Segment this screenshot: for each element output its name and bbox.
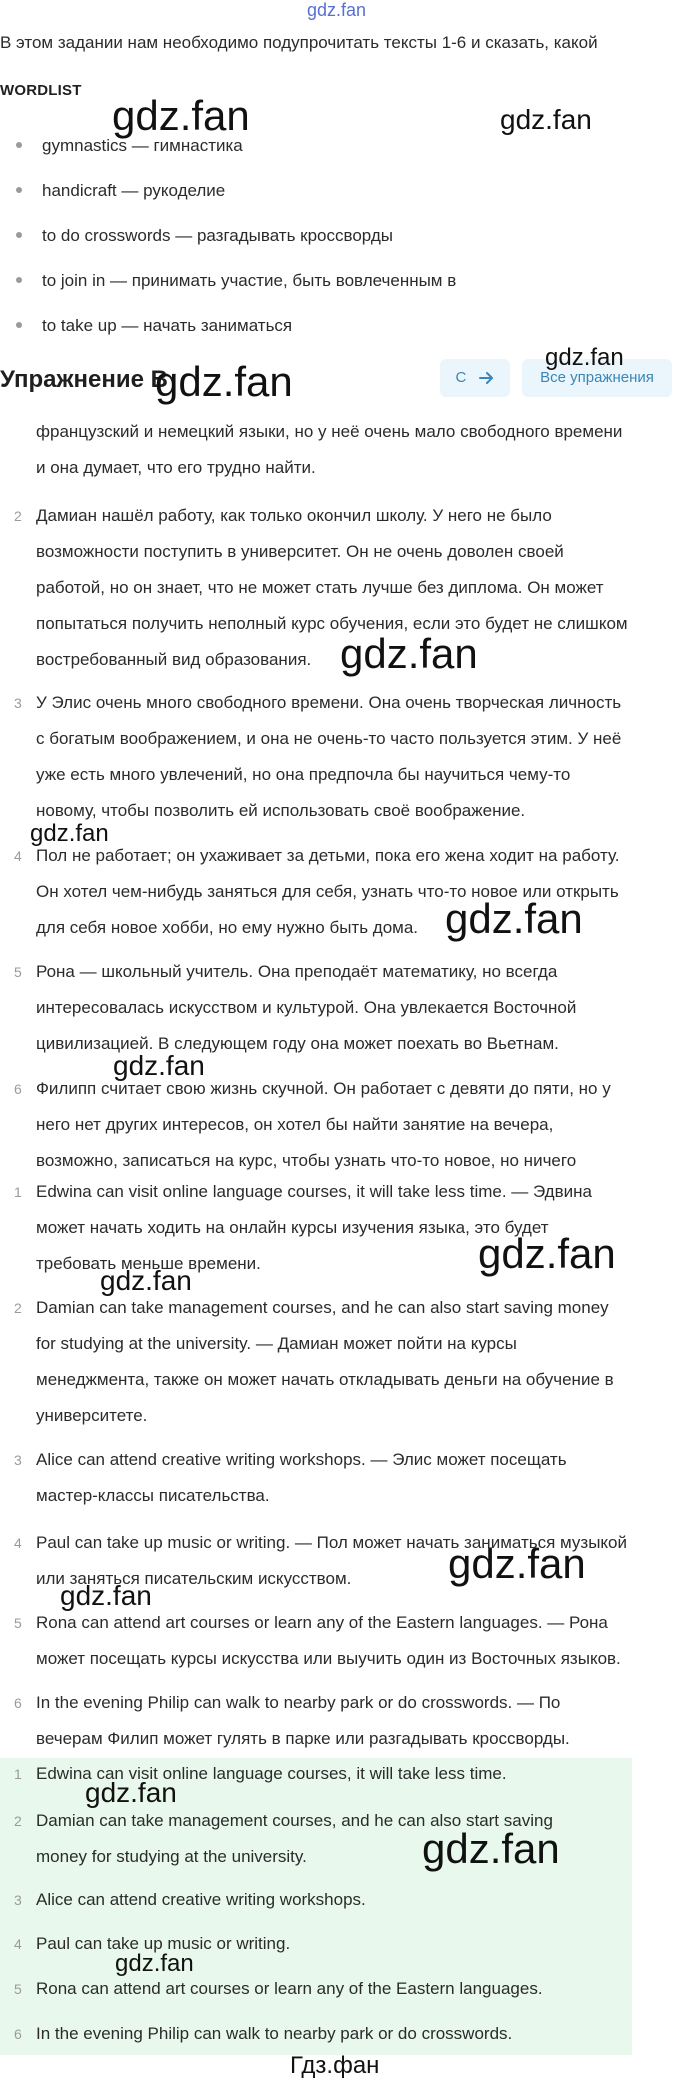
arrow-right-icon [479, 371, 495, 385]
text-line: Пол не работает; он ухаживает за детьми, пока его жена ходит на работу. [36, 846, 620, 865]
bullet-icon [16, 277, 22, 283]
watermark: gdz.fan [422, 1825, 560, 1872]
all-exercises-button[interactable]: Все упражнения [522, 359, 672, 397]
text-line: требовать меньше времени. [36, 1254, 261, 1273]
item-number: 6 [14, 1695, 22, 1711]
top-watermark: gdz.fan [307, 0, 367, 20]
text-line: Alice can attend creative writing workshops. — Элис может посещать [36, 1450, 567, 1469]
text-line: с богатым воображением, и она не очень-то часто пользуется этим. У неё [36, 729, 622, 748]
item-number: 3 [14, 1892, 22, 1908]
text-line: money for studying at the university. [36, 1847, 307, 1866]
wordlist-item: gymnastics — гимнастика [0, 135, 243, 157]
item-number: 2 [14, 1300, 22, 1316]
item-number: 6 [14, 2026, 22, 2042]
text-line: уже есть много увлечений, но она предпочла бы научиться чему-то [36, 765, 571, 784]
translation-item [0, 954, 680, 1062]
text-line: возможности поступить в университет. Он не очень доволен своей [36, 542, 564, 561]
text-line: Рона — школьный учитель. Она преподаёт математику, но всегда [36, 962, 558, 981]
watermark: gdz.fan [500, 104, 592, 135]
text-line: Филипп считает свою жизнь скучной. Он работает с девяти до пяти, но у [36, 1079, 611, 1098]
text-line: Alice can attend creative writing workshops. [36, 1890, 366, 1909]
text-line: for studying at the university. — Дамиан может пойти на курсы [36, 1334, 517, 1353]
watermark: gdz.fan [60, 1580, 152, 1611]
item-number: 4 [14, 1936, 22, 1952]
intro-text: В этом задании нам необходимо подупрочитать тексты 1-6 и сказать, какой [0, 33, 598, 52]
watermark: gdz.fan [340, 630, 478, 677]
text-line: французский и немецкий языки, но у неё очень мало свободного времени [36, 422, 623, 441]
text-line: Rona can attend art courses or learn any of the Eastern languages. — Рона [36, 1613, 608, 1632]
watermark: gdz.fan [85, 1777, 177, 1808]
summary-item [0, 1926, 632, 1962]
text-line: вечерам Филип может гулять в парке или разгадывать кроссворды. [36, 1729, 570, 1748]
exercise-title: Упражнение B [0, 366, 168, 393]
text-line: Damian can take management courses, and he can also start saving money [36, 1298, 609, 1317]
text-line: попытаться получить неполный курс обучения, если это будет не слишком [36, 614, 628, 633]
item-number: 5 [14, 1981, 22, 1997]
text-line: для себя новое хобби, но ему нужно быть дома. [36, 918, 419, 937]
summary-item [0, 2016, 632, 2052]
wordlist-item: to do crosswords — разгадывать кроссворды [0, 225, 393, 247]
text-line: Rona can attend art courses or learn any of the Eastern languages. [36, 1979, 543, 1998]
text-line: университете. [36, 1406, 148, 1425]
watermark: gdz.fan [448, 1540, 586, 1587]
translation-item [0, 685, 680, 829]
text-line: мастер-классы писательства. [36, 1486, 270, 1505]
bullet-icon [16, 142, 22, 148]
item-number: 4 [14, 1535, 22, 1551]
answer-item [0, 1442, 680, 1514]
item-number: 2 [14, 508, 22, 524]
summary-item [0, 1971, 632, 2007]
watermark: gdz.fan [445, 895, 583, 942]
text-line: востребованный вид образования. [36, 650, 312, 669]
text-line: цивилизацией. В следующем году она может поехать во Вьетнам. [36, 1034, 559, 1053]
text-line: In the evening Philip can walk to nearby park or do crosswords. [36, 2024, 513, 2043]
item-number: 2 [14, 1813, 22, 1829]
item-number: 5 [14, 1615, 22, 1631]
bullet-icon [16, 232, 22, 238]
summary-item [0, 1882, 632, 1918]
watermark: gdz.fan [545, 344, 624, 371]
translation-item [0, 1071, 680, 1179]
text-line: Дамиан нашёл работу, как только окончил школу. У него не было [36, 506, 552, 525]
item-number: 1 [14, 1766, 22, 1782]
text-line: и она думает, что его трудно найти. [36, 458, 316, 477]
watermark: gdz.fan [112, 92, 250, 139]
bullet-icon [16, 187, 22, 193]
watermark: gdz.fan [155, 358, 293, 405]
item-number: 4 [14, 848, 22, 864]
text-line: или заняться писательским искусством. [36, 1569, 352, 1588]
watermark: gdz.fan [115, 1950, 194, 1977]
answer-item [0, 1605, 680, 1677]
next-exercise-button[interactable] [440, 359, 510, 397]
item-number: 3 [14, 695, 22, 711]
text-line: У Элис очень много свободного времени. Она очень творческая личность [36, 693, 622, 712]
item-number: 1 [14, 1184, 22, 1200]
text-line: In the evening Philip can walk to nearby park or do crosswords. — По [36, 1693, 561, 1712]
text-line: него нет других интересов, он хотел бы найти занятие на вечера, [36, 1115, 554, 1134]
text-line: возможно, записаться на курс, чтобы узнать что-то новое, но ничего [36, 1151, 577, 1170]
text-line: Damian can take management courses, and he can also start saving [36, 1811, 553, 1830]
watermark: gdz.fan [478, 1230, 616, 1277]
text-line: может начать ходить на онлайн курсы изучения языка, это будет [36, 1218, 549, 1237]
item-number: 6 [14, 1081, 22, 1097]
text-line: Edwina can visit online language courses, it will take less time. [36, 1764, 507, 1783]
wordlist-item: to join in — принимать участие, быть вовлеченным в [0, 270, 456, 292]
watermark: gdz.fan [113, 1050, 205, 1081]
wordlist-item: to take up — начать заниматься [0, 315, 292, 337]
wordlist-heading: WORDLIST [0, 82, 82, 99]
text-line: менеджмента, также он может начать откладывать деньги на обучение в [36, 1370, 614, 1389]
next-exercise-label: C [455, 369, 467, 386]
text-line: интересовалась искусством и культурой. Она увлекается Восточной [36, 998, 577, 1017]
answer-item [0, 1290, 680, 1434]
text-line: работой, но он знает, что не может стать лучше без диплома. Он может [36, 578, 604, 597]
watermark: gdz.fan [30, 820, 109, 847]
wordlist-item: handicraft — рукоделие [0, 180, 225, 202]
bullet-icon [16, 322, 22, 328]
item-number: 3 [14, 1452, 22, 1468]
answer-item [0, 1685, 680, 1757]
text-line: новому, чтобы позволить ей использовать своё воображение. [36, 801, 526, 820]
text-line: может посещать курсы искусства или выучить один из Восточных языков. [36, 1649, 621, 1668]
item-number: 5 [14, 964, 22, 980]
text-line: Paul can take up music or writing. — Пол может начать заниматься музыкой [36, 1533, 627, 1552]
text-line: Paul can take up music or writing. [36, 1934, 291, 1953]
footer-watermark: Гдз.фан [290, 2052, 380, 2079]
text-line: Он хотел чем-нибудь заняться для себя, узнать что-то новое или открыть [36, 882, 619, 901]
text-line: Edwina can visit online language courses, it will take less time. — Эдвина [36, 1182, 592, 1201]
translation-item [36, 414, 680, 486]
watermark: gdz.fan [100, 1265, 192, 1296]
